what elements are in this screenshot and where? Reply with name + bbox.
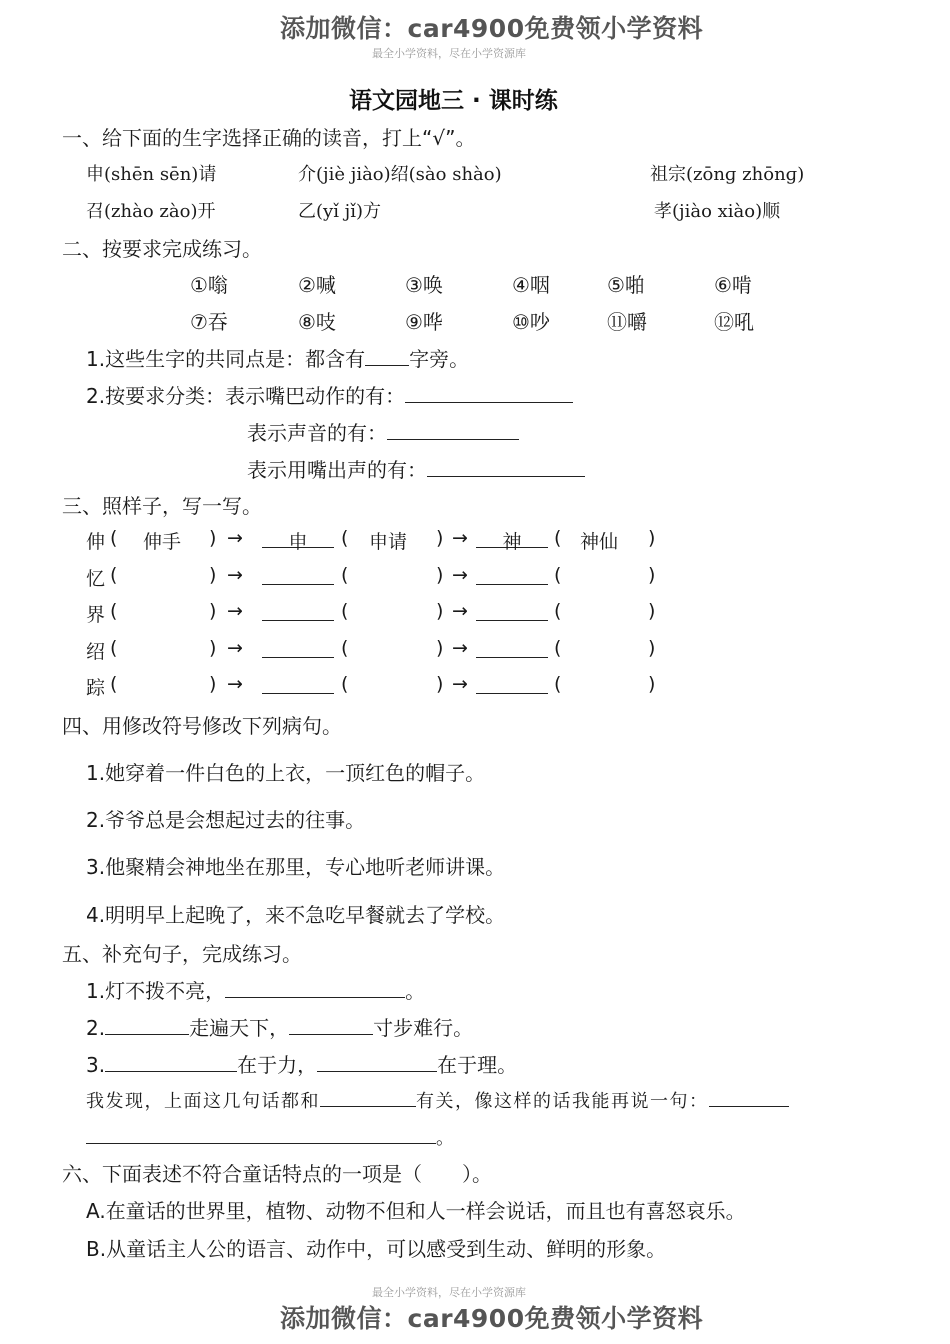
answer-blank[interactable] [317, 1051, 437, 1072]
paren-open: ( [110, 600, 118, 622]
sentence-item: 1.她穿着一件白色的上衣，一顶红色的帽子。 [86, 761, 486, 785]
practice-char: 忆 [86, 568, 106, 590]
question-text: 。 [436, 1128, 456, 1149]
answer-blank[interactable] [225, 977, 405, 998]
char-item: ⑧吱 [298, 310, 336, 334]
question-text: 表示用嘴出声的有： [247, 458, 427, 482]
char-item: ①嗡 [190, 273, 228, 297]
question-text: 2. [86, 1016, 106, 1040]
header-watermark-banner: 添加微信：car4900免费领小学资料 [280, 14, 704, 43]
arrow: → [227, 673, 243, 695]
char-item: ⑦吞 [190, 310, 228, 334]
page-title: 语文园地三 · 课时练 [349, 88, 558, 114]
example-word: 申请 [369, 531, 408, 553]
paren-close: ) [436, 527, 444, 549]
answer-blank[interactable] [365, 345, 409, 366]
arrow: → [452, 637, 468, 659]
question-2-2c [247, 454, 585, 483]
paren-close: ) [436, 673, 444, 695]
example-word: 伸手 [143, 531, 182, 553]
example-char: 伸 [86, 531, 106, 553]
sentence-item: 2.爷爷总是会想起过去的往事。 [86, 808, 366, 832]
header-subtext: 最全小学资料，尽在小学资源库 [372, 47, 526, 60]
paren-open: ( [110, 527, 118, 549]
pinyin-item: 申(shēn sēn)请 [86, 164, 217, 185]
arrow: → [227, 637, 243, 659]
answer-blank[interactable] [86, 1125, 436, 1144]
arrow: → [227, 564, 243, 586]
paren-open: ( [341, 637, 349, 659]
practice-char: 绍 [86, 641, 106, 663]
question-text: 我发现，上面这几句话都和 [86, 1091, 320, 1112]
question-5-2 [86, 1012, 473, 1041]
answer-blank[interactable] [262, 637, 334, 658]
question-text: 表示声音的有： [247, 421, 387, 445]
answer-blank[interactable] [476, 564, 548, 585]
answer-blank[interactable] [387, 419, 519, 440]
discovery-line-2 [86, 1124, 456, 1150]
footer-subtext: 最全小学资料，尽在小学资源库 [372, 1286, 526, 1299]
option-b: B.从童话主人公的语言、动作中，可以感受到生动、鲜明的形象。 [86, 1237, 667, 1261]
discovery-line [86, 1087, 789, 1113]
paren-open: ( [554, 600, 562, 622]
arrow: → [452, 564, 468, 586]
char-item: ⑥啃 [714, 273, 752, 297]
option-a: A.在童话的世界里，植物、动物不但和人一样会说话，而且也有喜怒哀乐。 [86, 1199, 746, 1223]
char-item: ⑫吼 [714, 310, 754, 334]
section-6-heading: 六、下面表述不符合童话特点的一项是（ ）。 [62, 1162, 492, 1186]
practice-char: 界 [86, 604, 106, 626]
pinyin-item: 乙(yǐ jǐ)方 [298, 201, 382, 222]
paren-close: ) [436, 637, 444, 659]
paren-close: ) [648, 673, 656, 695]
paren-close: ) [209, 673, 217, 695]
paren-open: ( [110, 637, 118, 659]
paren-close: ) [648, 564, 656, 586]
char-item: ⑩吵 [512, 310, 550, 334]
answer-blank[interactable] [427, 456, 585, 477]
char-item: ⑪嚼 [607, 310, 647, 334]
paren-open: ( [341, 564, 349, 586]
sentence-item: 4.明明早上起晚了，来不急吃早餐就去了学校。 [86, 903, 506, 927]
question-text: 1.这些生字的共同点是：都含有 [86, 347, 366, 371]
question-text: 2.按要求分类：表示嘴巴动作的有： [86, 384, 406, 408]
paren-close: ) [436, 600, 444, 622]
question-text: 3. [86, 1053, 106, 1077]
pinyin-item: 召(zhào zào)开 [86, 201, 216, 222]
paren-open: ( [110, 564, 118, 586]
char-item: ②喊 [298, 273, 336, 297]
answer-blank[interactable] [405, 382, 573, 403]
section-2-heading: 二、按要求完成练习。 [62, 237, 262, 261]
paren-close: ) [209, 527, 217, 549]
char-item: ⑤啪 [607, 273, 645, 297]
question-text: 1.灯不拨不亮， [86, 979, 226, 1003]
question-text: 在于理。 [437, 1053, 518, 1077]
pinyin-item: 介(jiè jiào)绍(sào shào) [298, 164, 502, 185]
question-5-3 [86, 1049, 517, 1078]
answer-blank[interactable] [105, 1051, 237, 1072]
answer-blank[interactable] [262, 564, 334, 585]
example-word: 神仙 [580, 531, 619, 553]
char-item: ③唤 [405, 273, 443, 297]
question-2-1 [86, 343, 469, 372]
arrow: → [452, 673, 468, 695]
char-item: ⑨哗 [405, 310, 443, 334]
question-text: 在于力， [237, 1053, 318, 1077]
section-3-heading: 三、照样子，写一写。 [62, 494, 262, 518]
section-1-heading: 一、给下面的生字选择正确的读音，打上“√”。 [62, 126, 476, 150]
paren-open: ( [554, 527, 562, 549]
arrow: → [227, 527, 243, 549]
answer-blank[interactable] [289, 1014, 373, 1035]
pinyin-item: 祖宗(zōnɡ zhōnɡ) [650, 164, 805, 185]
question-text: 有关，像这样的话我能再说一句： [416, 1091, 709, 1112]
example-answer: 申 [262, 527, 334, 548]
answer-blank[interactable] [476, 637, 548, 658]
arrow: → [452, 527, 468, 549]
paren-open: ( [341, 527, 349, 549]
answer-blank[interactable] [105, 1014, 189, 1035]
paren-close: ) [209, 600, 217, 622]
question-5-1 [86, 975, 425, 1004]
paren-open: ( [554, 564, 562, 586]
section-4-heading: 四、用修改符号修改下列病句。 [62, 714, 342, 738]
paren-open: ( [341, 600, 349, 622]
answer-blank[interactable] [476, 600, 548, 621]
answer-blank[interactable] [262, 673, 334, 694]
char-item: ④咽 [512, 273, 550, 297]
sentence-item: 3.他聚精会神地坐在那里，专心地听老师讲课。 [86, 855, 506, 879]
question-text: 走遍天下， [189, 1016, 290, 1040]
paren-open: ( [554, 637, 562, 659]
example-answer: 神 [476, 527, 548, 548]
answer-blank[interactable] [709, 1088, 789, 1107]
question-text: 字旁。 [409, 347, 470, 371]
question-text: 寸步难行。 [373, 1016, 474, 1040]
paren-close: ) [648, 527, 656, 549]
answer-blank[interactable] [476, 673, 548, 694]
arrow: → [227, 600, 243, 622]
paren-open: ( [110, 673, 118, 695]
pinyin-item: 孝(jiào xiào)顺 [654, 201, 781, 222]
question-2-2b [247, 417, 519, 446]
paren-open: ( [554, 673, 562, 695]
answer-blank[interactable] [262, 600, 334, 621]
question-2-2 [86, 380, 573, 409]
answer-blank[interactable] [320, 1088, 416, 1107]
paren-close: ) [648, 600, 656, 622]
practice-char: 踪 [86, 677, 106, 699]
paren-close: ) [436, 564, 444, 586]
paren-close: ) [209, 564, 217, 586]
paren-close: ) [209, 637, 217, 659]
arrow: → [452, 600, 468, 622]
paren-close: ) [648, 637, 656, 659]
question-text: 。 [405, 979, 426, 1003]
footer-watermark-banner: 添加微信：car4900免费领小学资料 [280, 1304, 704, 1333]
paren-open: ( [341, 673, 349, 695]
section-5-heading: 五、补充句子，完成练习。 [62, 942, 302, 966]
